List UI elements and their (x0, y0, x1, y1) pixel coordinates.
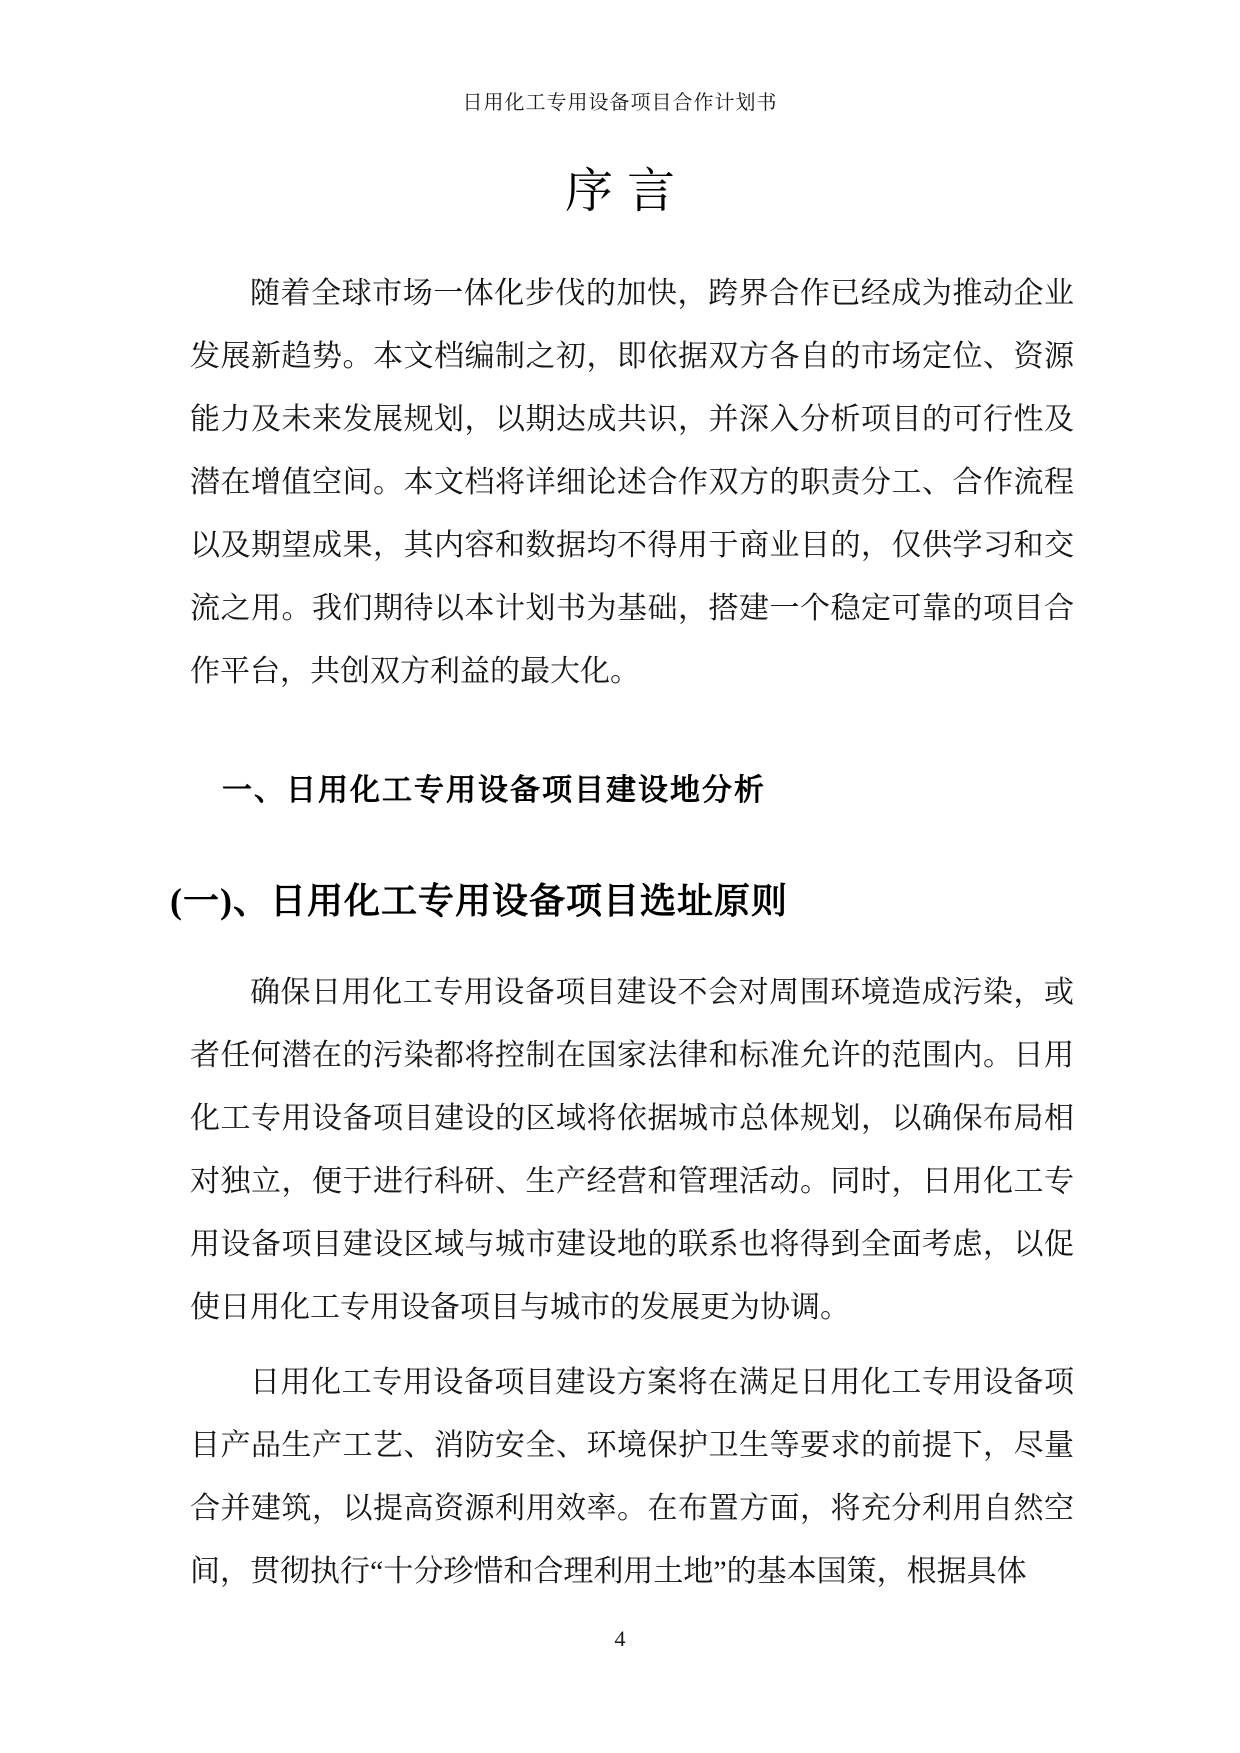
document-header-title: 日用化工专用设备项目合作计划书 (462, 92, 778, 114)
section-heading-1: 一、日用化工专用设备项目建设地分析 (222, 774, 766, 807)
preface-paragraph: 随着全球市场一体化步伐的加快，跨界合作已经成为推动企业发展新趋势。本文档编制之初，即依据双方各自的市场定位、资源能力及未来发展规划，以期达成共识，并深入分析项目的可行性及潜在增值空间。本文档将详细论述合作双方的职责分工、合作流程以及期望成果，其内容和数据均不得用于商业目的，仅供学习和交流之用。我们期待以本计划书为基础，搭建一个稳定可靠的项目合作平台，共创双方利益的最大化。 (190, 277, 1074, 688)
page-number: 4 (614, 1626, 626, 1651)
body-paragraph-2: 日用化工专用设备项目建设方案将在满足日用化工专用设备项目产品生产工艺、消防安全、环境保护卫生等要求的前提下，尽量合并建筑，以提高资源利用效率。在布置方面，将充分利用自然空间，贯彻执行“十分珍惜和合理利用土地”的基本国策，根据具体 (190, 1366, 1074, 1588)
body-paragraph-1: 确保日用化工专用设备项目建设不会对周围环境造成污染，或者任何潜在的污染都将控制在国家法律和标准允许的范围内。日用化工专用设备项目建设的区域将依据城市总体规划，以确保布局相对独立，便于进行科研、生产经营和管理活动。同时，日用化工专用设备项目建设区域与城市建设地的联系也将得到全面考虑，以促使日用化工专用设备项目与城市的发展更为协调。 (190, 976, 1074, 1324)
subsection-heading-1-1: (一)、日用化工专用设备项目选址原则 (170, 881, 788, 921)
page-title: 序言 (564, 165, 689, 218)
document-body (170, 262, 1074, 1603)
